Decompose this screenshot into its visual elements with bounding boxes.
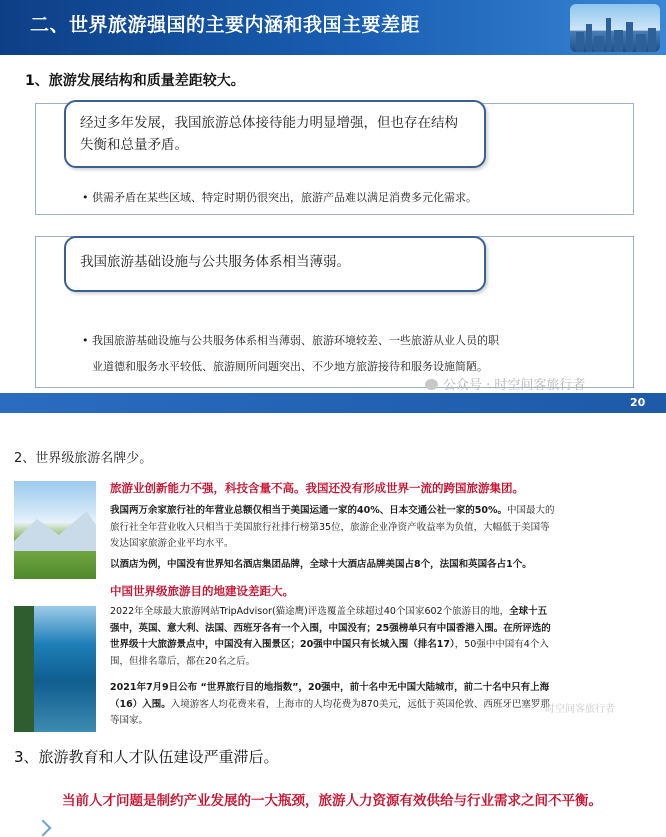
paragraph-3: 2021年7月9日公布 “世界旅行目的地指数”，20强中，前十名中无中国大陆城市，前二十名中只有上海（16）入围。入境游客人均花费来看，上海市的人均花费为870美元，远低于英国伦敦、西班牙巴塞罗那等国家。 (110, 682, 550, 726)
section-heading-1: 1、旅游发展结构和质量差距较大。 (25, 73, 245, 89)
mountain-landscape-photo (14, 481, 96, 579)
red-heading-2: 中国世界级旅游目的地建设差距大。 (110, 584, 294, 598)
paragraph-2: 2022年全球最大旅游网站TripAdvisor(猫途鹰)评选覆盖全球超过40个国家602个旅游目的地，全球十五强中，英国、意大利、法国、西班牙各有一个入围，中国没有；25强榜单只有中国香港入围。在所评选的世界级十大旅游景点中，中国没有入围景区；20强中中国只有长城入围（排名17），50强中中国有4个入围，但排名靠后，都在20名之后。 (110, 606, 551, 667)
section-heading-2: 2、世界级旅游名牌少。 (14, 451, 153, 466)
wechat-icon (425, 379, 438, 390)
watermark-2: 时空间客旅行者 (545, 704, 615, 715)
bullet-line-1: • 我国旅游基础设施与公共服务体系相当薄弱、旅游环境较差、一些旅游从业人员的职 (82, 334, 499, 347)
callout-box-1: 经过多年发展，我国旅游总体接待能力明显增强，但也存在结构失衡和总量矛盾。 (64, 100, 486, 168)
bullet-text-2 (82, 328, 612, 380)
watermark: 公众号 · 时空间客旅行者 (425, 374, 585, 393)
slide-footer-bar (0, 393, 666, 413)
bullet-line-2: 业道德和服务水平较低、旅游厕所问题突出、不少地方旅游接待和服务设施简陋。 (92, 360, 488, 373)
paragraph-1: 我国两万余家旅行社的年营业总额仅相当于美国运通一家的40%、日本交通公社一家的50%。中国最大的旅行社全年营业收入只相当于美国旅行社排行榜第35位，旅游企业净资产收益率为负值，大幅低于美国等发达国家旅游企业平均水平。 (110, 505, 555, 549)
callout-box-2: 我国旅游基础设施与公共服务体系相当薄弱。 (64, 236, 486, 292)
city-skyline-image (570, 4, 660, 52)
page-number: 20 (630, 396, 646, 409)
bottom-red-statement: 当前人才问题是制约产业发展的一大瓶颈，旅游人力资源有效供给与行业需求之间不平衡。 (62, 793, 602, 809)
paragraph-1-hotel: 以酒店为例，中国没有世界知名酒店集团品牌，全球十大酒店品牌美国占8个，法国和英国各占1个。 (110, 559, 532, 570)
section-heading-3: 3、旅游教育和人才队伍建设严重滞后。 (14, 748, 279, 766)
bullet-text-1: • 供需矛盾在某些区域、特定时期仍很突出，旅游产品难以满足消费多元化需求。 (82, 191, 477, 204)
slide-title: 二、世界旅游强国的主要内涵和我国主要差距 (30, 14, 421, 36)
red-heading-1: 旅游业创新能力不强，科技含量不高。我国还没有形成世界一流的跨国旅游集团。 (110, 481, 524, 495)
chevron-right-icon (35, 820, 52, 837)
lake-landscape-photo (14, 606, 96, 732)
